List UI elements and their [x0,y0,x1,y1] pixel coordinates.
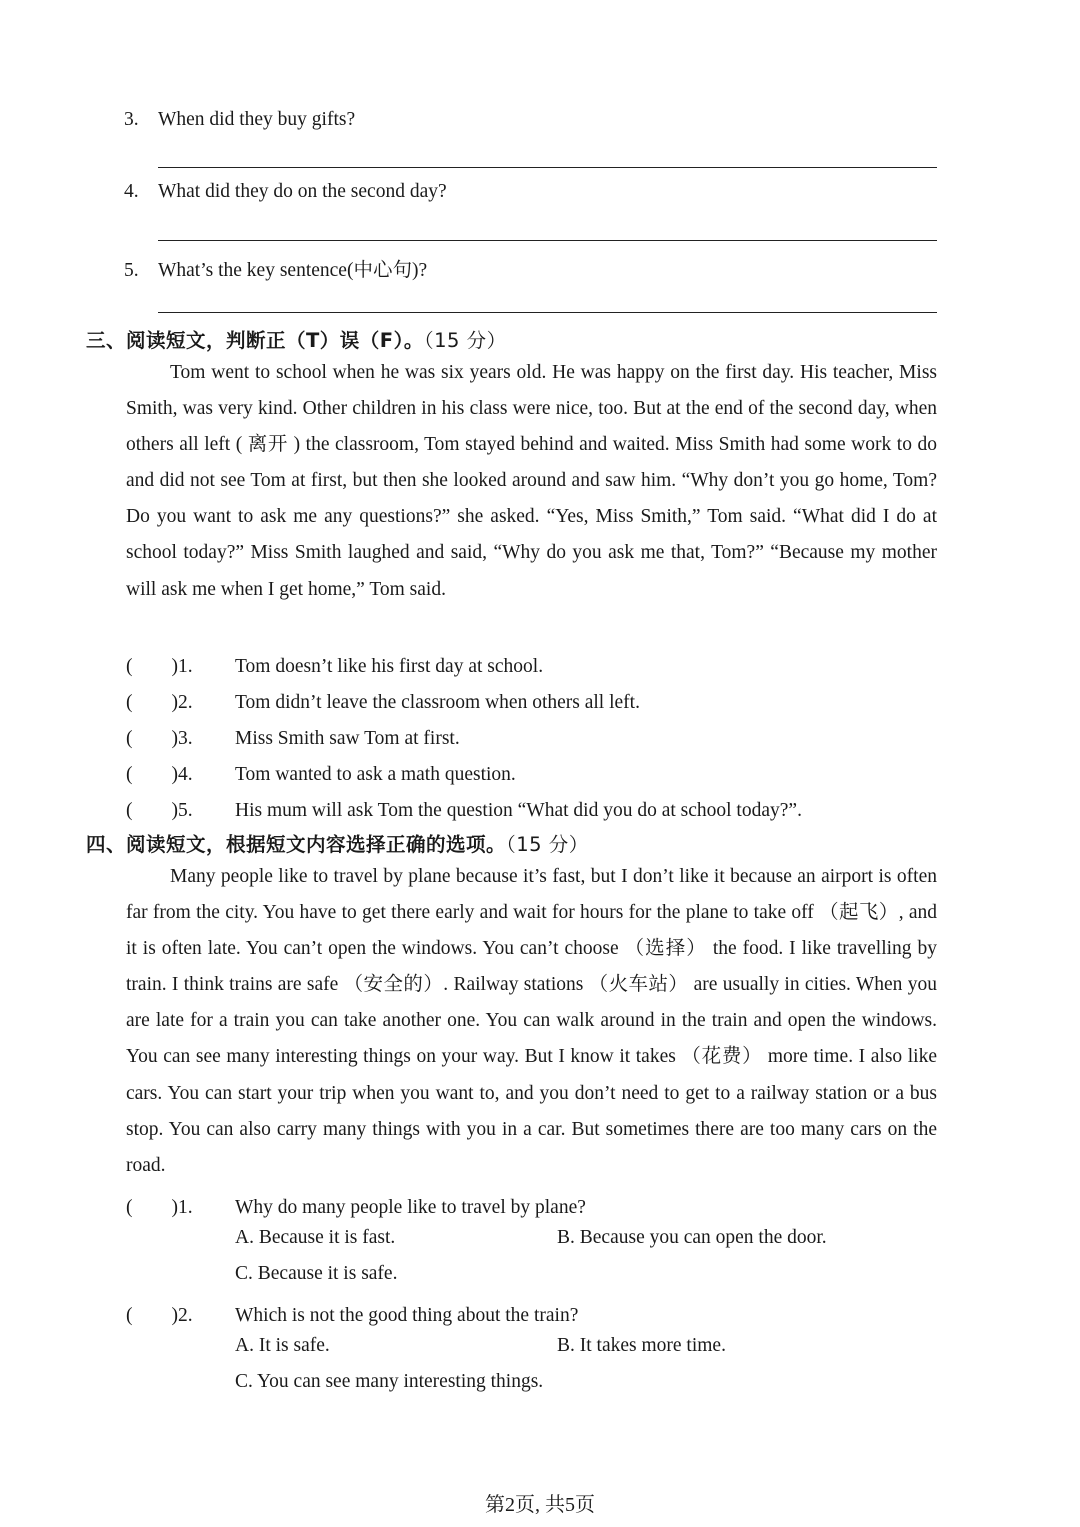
question-number: 4. [124,181,139,202]
item-text: Miss Smith saw Tom at first. [235,728,460,749]
question-text: What did they do on the second day? [158,181,447,202]
option-a[interactable]: A. Because it is fast. [235,1227,396,1248]
question-number: 3. [124,109,139,130]
section4-score: （15 分） [506,833,589,856]
tf-item-4[interactable] [126,758,516,786]
mc-question-2[interactable] [126,1299,578,1327]
tf-item-3[interactable] [126,722,460,750]
section4-passage [126,859,937,1184]
answer-line-3[interactable] [158,167,937,168]
section3-heading [86,325,507,353]
option-b[interactable]: B. It takes more time. [557,1335,726,1356]
item-text: His mum will ask Tom the question “What did you do at school today?”. [235,800,802,821]
answer-paren[interactable]: ( )3. [126,728,193,749]
section4-title: 四、阅读短文，根据短文内容选择正确的选项。 [86,833,507,856]
page-footer: 第2页, 共5页 [485,1494,595,1516]
answer-paren[interactable]: ( )2. [126,692,193,713]
question-text: Which is not the good thing about the train? [235,1305,579,1326]
item-text: Tom wanted to ask a math question. [235,764,516,785]
answer-paren[interactable]: ( )1. [126,1197,193,1218]
option-c[interactable]: C. Because it is safe. [235,1263,398,1284]
question-5 [124,254,427,282]
section3-passage-text: Tom went to school when he was six years old. He was happy on the first day. His teacher, Miss Smith, was very kind. Other children in his class were nice, too. But at the end of the second day, when others all left ( 离开 ) the classroom, Tom stayed behind and waited. Miss Smith had some work to do and did not see Tom at first, but then she looked around and saw him. “Why don’t you go home, Tom? Do you want to ask me any questions?” she asked. “Yes, Miss Smith,” Tom said. “What did I do at school today?” Miss Smith laughed and said, “Why do you ask me that, Tom?” “Because my mother will ask me when I get home,” Tom said. [126,362,937,600]
section3-title: 三、阅读短文，判断正（T）误（F）。 [86,329,424,352]
answer-paren[interactable]: ( )5. [126,800,193,821]
option-c[interactable]: C. You can see many interesting things. [235,1371,544,1392]
question-text: Why do many people like to travel by plane? [235,1197,586,1218]
answer-paren[interactable]: ( )2. [126,1305,193,1326]
tf-item-2[interactable] [126,686,640,714]
answer-line-4[interactable] [158,240,937,241]
mc-question-1[interactable] [126,1191,586,1219]
option-a[interactable]: A. It is safe. [235,1335,330,1356]
question-text: When did they buy gifts? [158,109,356,130]
question-4 [124,181,447,203]
answer-paren[interactable]: ( )4. [126,764,193,785]
item-text: Tom didn’t leave the classroom when others all left. [235,692,640,713]
item-text: Tom doesn’t like his first day at school. [235,656,544,677]
tf-item-1[interactable] [126,650,543,678]
question-3 [124,109,355,131]
section4-heading [86,829,589,857]
option-b[interactable]: B. Because you can open the door. [557,1227,827,1248]
section3-passage [126,355,937,608]
answer-paren[interactable]: ( )1. [126,656,193,677]
question-number: 5. [124,260,139,281]
section3-score: （15 分） [423,329,507,352]
tf-item-5[interactable] [126,794,802,822]
question-text: What’s the key sentence(中心句)? [158,260,428,281]
answer-line-5[interactable] [158,312,937,313]
section4-passage-text: Many people like to travel by plane because it’s fast, but I don’t like it because an airport is often far from the city. You have to get there early and wait for hours for the plane to take off （起飞）, and it is often late. You can’t open the windows. You can’t choose （选择） the food. I like travelling by train. I think trains are safe （安全的）. Railway stations （火车站） are usually in cities. When you are late for a train you can take another one. You can walk around in the train and open the windows. You can see many interesting things on your way. But I know it takes （花费） more time. I also like cars. You can start your trip when you want to, and you don’t need to get to a railway station or a bus stop. You can also carry many things with you in a car. But sometimes there are too many cars on the road. [126,866,937,1176]
